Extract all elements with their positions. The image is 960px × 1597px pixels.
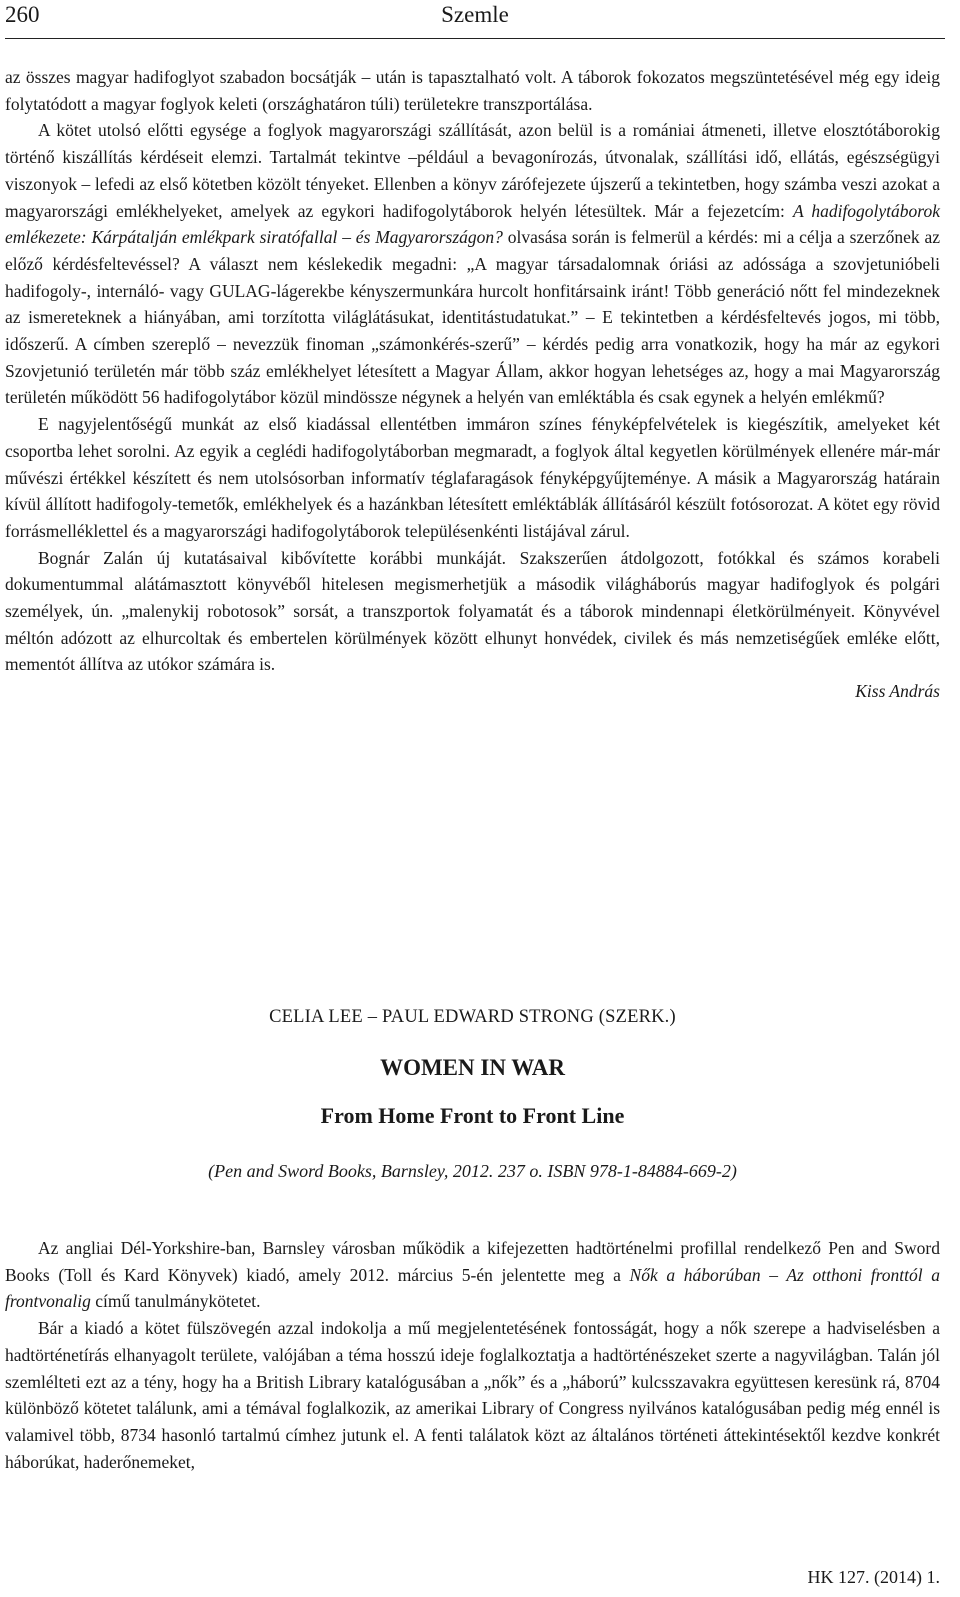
review-body-2	[5, 1235, 940, 1475]
book-subtitle: From Home Front to Front Line	[320, 1103, 625, 1128]
book-authors: CELIA LEE – PAUL EDWARD STRONG (SZERK.)	[269, 1007, 676, 1027]
paragraph: Bár a kiadó a kötet fülszövegén azzal indokolja a mű megjelentetésének fontosságát, hogy a nők szerepe a hadviselésben a hadtörténetírás elhanyagolt területe, valójában a téma hosszú ideje foglalkoztatja a hadtörténészeket szerte a nagyvilágban. Talán jól szemlélteti ezt az a tény, hogy ha a British Library katalógusában a „nők” és a „háború” kulcsszavakra együttesen keresünk rá, 8704 különböző kötetet találunk, ami a témával foglalkozik, az amerikai Library of Congress nyilvános katalógusában pedig még ennél is valamivel több, 8734 hasonló tartalmú címhez jutunk el. A fenti találatok közt az általános történeti áttekintésektől kezdve konkrét háborúkat, haderőnemeket,	[5, 1318, 940, 1472]
paragraph: Bognár Zalán új kutatásaival kibővítette korábbi munkáját. Szakszerűen átdolgozott, fotókkal és számos korabeli dokumentummal alátámasztott könyvéből hitelesen megismerhetjük a második világháborús magyar hadifoglyok és polgári személyek, ún. „malenykij robotosok” sorsát, a transzportok folyamatát és a táborok mindennapi életkörülményeit. Könyvével méltón adózott az elhurcoltak és embertelen körülmények között elhunyt honvédek, civilek és más nemzetiségűek emléke előtt, mementót állítva az utókor számára is.	[5, 547, 940, 675]
paragraph: az összes magyar hadifoglyot szabadon bocsátják – után is tapasztalható volt. A táborok fokozatos megszüntetésével még egy ideig folytatódott a magyar foglyok keleti (országhatáron túli) területekre transzportálása.	[5, 67, 940, 114]
paragraph	[5, 117, 940, 411]
page-header	[5, 0, 945, 39]
reviewer-signature: Kiss András	[855, 681, 940, 702]
chapter-title: A hadifogolytáborok emlékezete: Kárpátalján emlékpark siratófallal – és Magyarországon?	[5, 200, 940, 248]
book-title: WOMEN IN WAR	[380, 1055, 565, 1080]
journal-reference: HK 127. (2014) 1.	[807, 1567, 940, 1587]
book-title-hungarian: Nők a háborúban – Az otthoni fronttól a frontvonalig	[5, 1264, 940, 1312]
running-head: Szemle	[441, 2, 509, 27]
paragraph: E nagyjelentőségű munkát az első kiadással ellentétben immáron színes fényképfelvételek is kiegészítik, amelyeket két csoportba lehet sorolni. Az egyik a ceglédi hadifogolytáborban megmaradt, a foglyok által kegyetlen körülmények ellenére már-már művészi értékkel készített és nem utolsósorban informatív téglafaragások fényképgyűjteménye. A másik a Magyarország határain kívül állított hadifogoly-temetők, emlékhelyek és a hazánkban létesített emléktáblák állításáról készült fotósorozat. A kötet egy rövid forrásmelléklettel és a magyarországi hadifogolytáborok településenkénti listájával zárul.	[5, 414, 940, 541]
publication-info: (Pen and Sword Books, Barnsley, 2012. 237 o. ISBN 978-1-84884-669-2)	[208, 1161, 737, 1181]
paragraph-text: olvasása során is felmerül a kérdés: mi a célja a szerzőnek az előző kérdésfeltevéssel? A választ nem késlekedik megadni: „A magyar társadalomnak óriási az adóssága a szovjetunióbeli hadifogoly-, internáló- vagy GULAG-lágerekbe kényszermunkára hurcolt honfitársaink iránt! Több generáció nőtt fel mindezeknek az ismereteknek a hiányában, ami torzította világlátásukat, identitástudatukat.” – E tekintetben a kérdésfeltevés jogos, mi több, időszerű. A címben szereplő – nevezzük finoman „számonkérés-szerű” – kérdés pedig arra vonatkozik, hogy ha már az egykori Szovjetunió területén már több száz emlékhelyet létesített a Magyar Állam, akkor hogyan lehetséges az, hogy a mai Magyarország területén működött 56 hadifogolytábor közül mindössze négynek a helyén van emléktábla és csak egynek a helyén emlékmű?	[5, 227, 940, 408]
paragraph-text: A kötet utolsó előtti egysége a foglyok magyarországi szállítását, azon belül is a romániai átmeneti, illetve elosztótáborokig történő kiszállítás kérdéseit elemzi. Tartalmát tekintve –például a bevagonírozás, útvonalak, szállítási idő, ellátás, egészségügyi viszonyok – lefedi az első kötetben közölt tényeket. Ellenben a könyv zárófejezete újszerű a tekintetben, hogy számba veszi azokat a magyarországi emlékhelyeket, amelyek az egykori hadifogolytáborok helyén létesültek. Már a fejezetcím:	[5, 120, 940, 221]
paragraph-text: című tanulmánykötetet.	[90, 1291, 261, 1312]
review-body-1	[5, 64, 940, 705]
paragraph	[5, 1235, 940, 1315]
paragraph-text: Az angliai Dél-Yorkshire-ban, Barnsley városban működik a kifejezetten hadtörténelmi profillal rendelkező Pen and Sword Books (Toll és Kard Könyvek) kiadó, amely 2012. március 5-én jelentette meg a	[5, 1238, 940, 1285]
page-number: 260	[5, 2, 40, 27]
